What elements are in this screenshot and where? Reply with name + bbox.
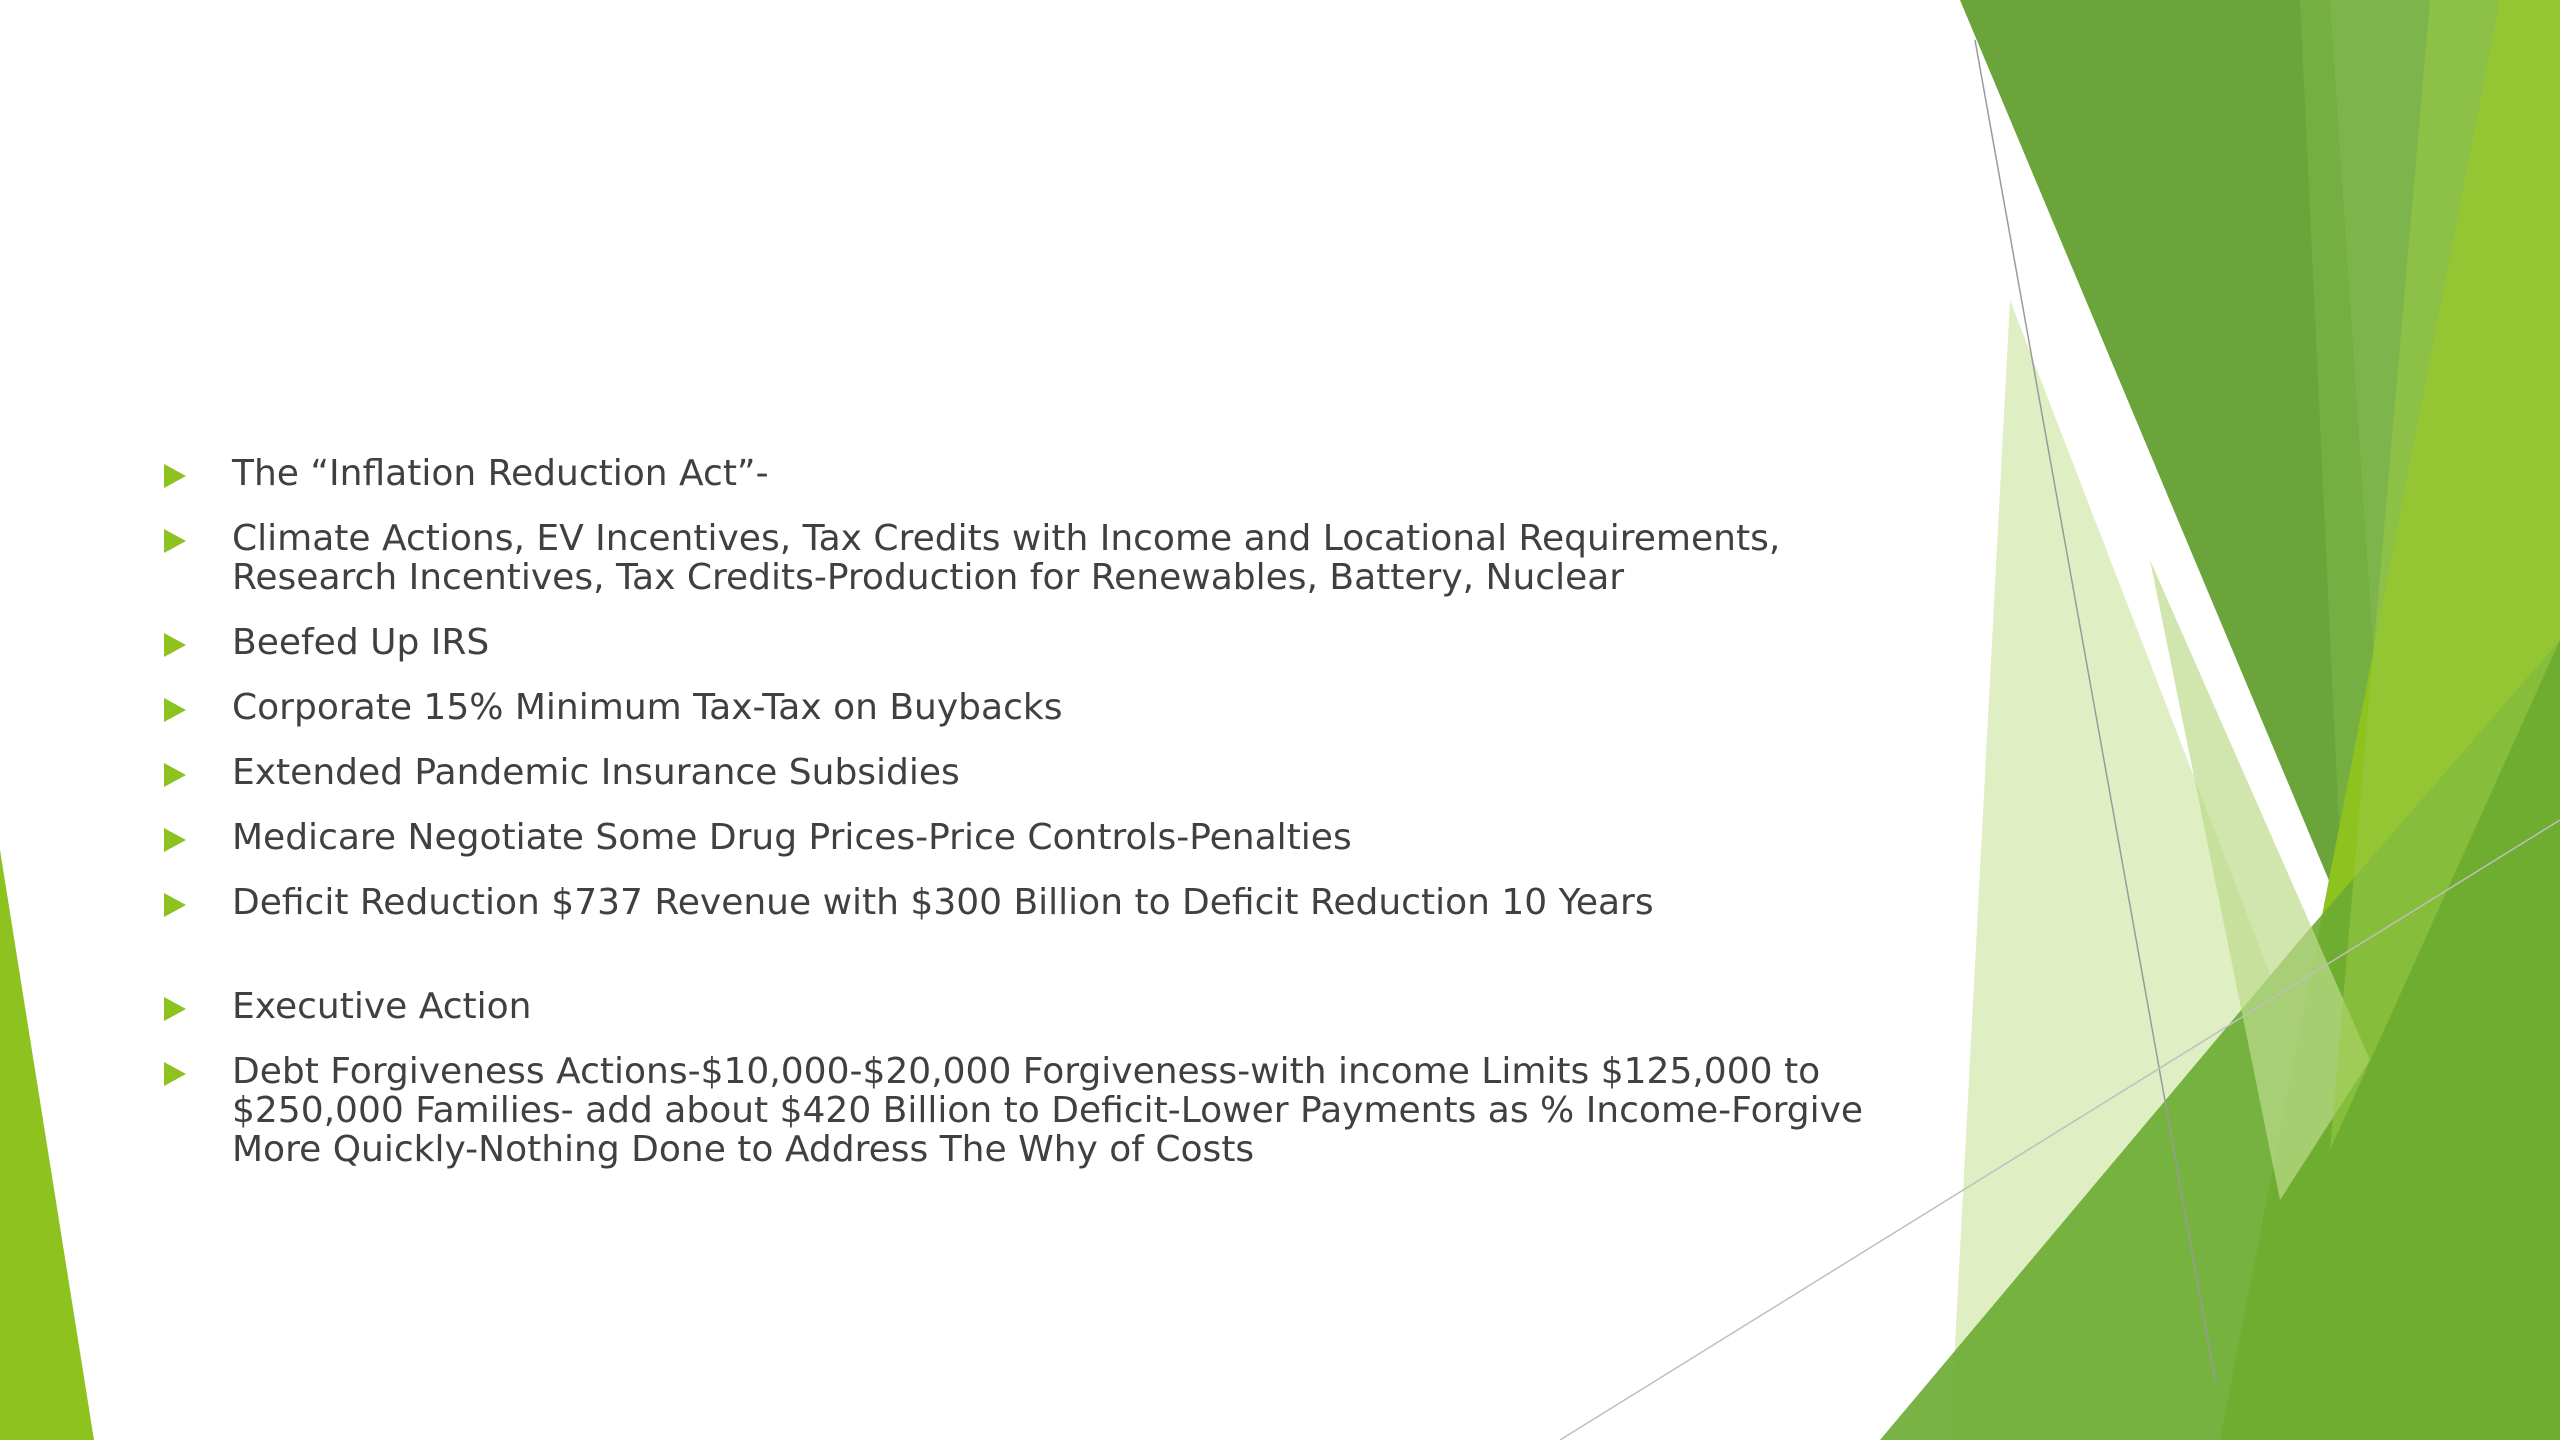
bullet-text: Deficit Reduction $737 Revenue with $300 Billion to Deficit Reduction 10 Years <box>232 882 1654 923</box>
bullet-item <box>160 883 1880 922</box>
bullet-item <box>160 454 1880 493</box>
triangle-right-icon <box>164 893 186 917</box>
bullet-text: Executive Action <box>232 986 532 1027</box>
left-green-shape <box>0 850 94 1440</box>
bullet-item <box>160 1052 1880 1169</box>
triangle-right-icon <box>164 828 186 852</box>
bullet-text: Medicare Negotiate Some Drug Prices-Price Controls-Penalties <box>232 817 1352 858</box>
triangle-right-icon <box>164 997 186 1021</box>
bullet-text: Debt Forgiveness Actions-$10,000-$20,000 Forgiveness-with income Limits $125,000 to $250,000 Families- add about $420 Billion to Deficit-Lower Payments as % Income-Forgive More Quickly-Nothing Done to Address The Why of Costs <box>232 1051 1864 1170</box>
triangle-right-icon <box>164 464 186 488</box>
bullet-item <box>160 987 1880 1026</box>
bullet-item <box>160 688 1880 727</box>
bullet-text: Beefed Up IRS <box>232 622 490 663</box>
triangle-right-icon <box>164 633 186 657</box>
bullet-item <box>160 753 1880 792</box>
bullet-list <box>160 454 1880 1195</box>
bullet-text: Climate Actions, EV Incentives, Tax Credits with Income and Locational Requirements, Research Incentives, Tax Credits-Production for Renewables, Battery, Nuclear <box>232 518 1781 598</box>
triangle-right-icon <box>164 698 186 722</box>
bullet-text: The “Inflation Reduction Act”- <box>232 453 769 494</box>
triangle-right-icon <box>164 1062 186 1086</box>
bullet-text: Corporate 15% Minimum Tax-Tax on Buybacks <box>232 687 1063 728</box>
bullet-text: Extended Pandemic Insurance Subsidies <box>232 752 960 793</box>
triangle-right-icon <box>164 763 186 787</box>
bullet-item <box>160 818 1880 857</box>
triangle-right-icon <box>164 529 186 553</box>
bullet-item <box>160 623 1880 662</box>
bullet-item <box>160 519 1880 597</box>
